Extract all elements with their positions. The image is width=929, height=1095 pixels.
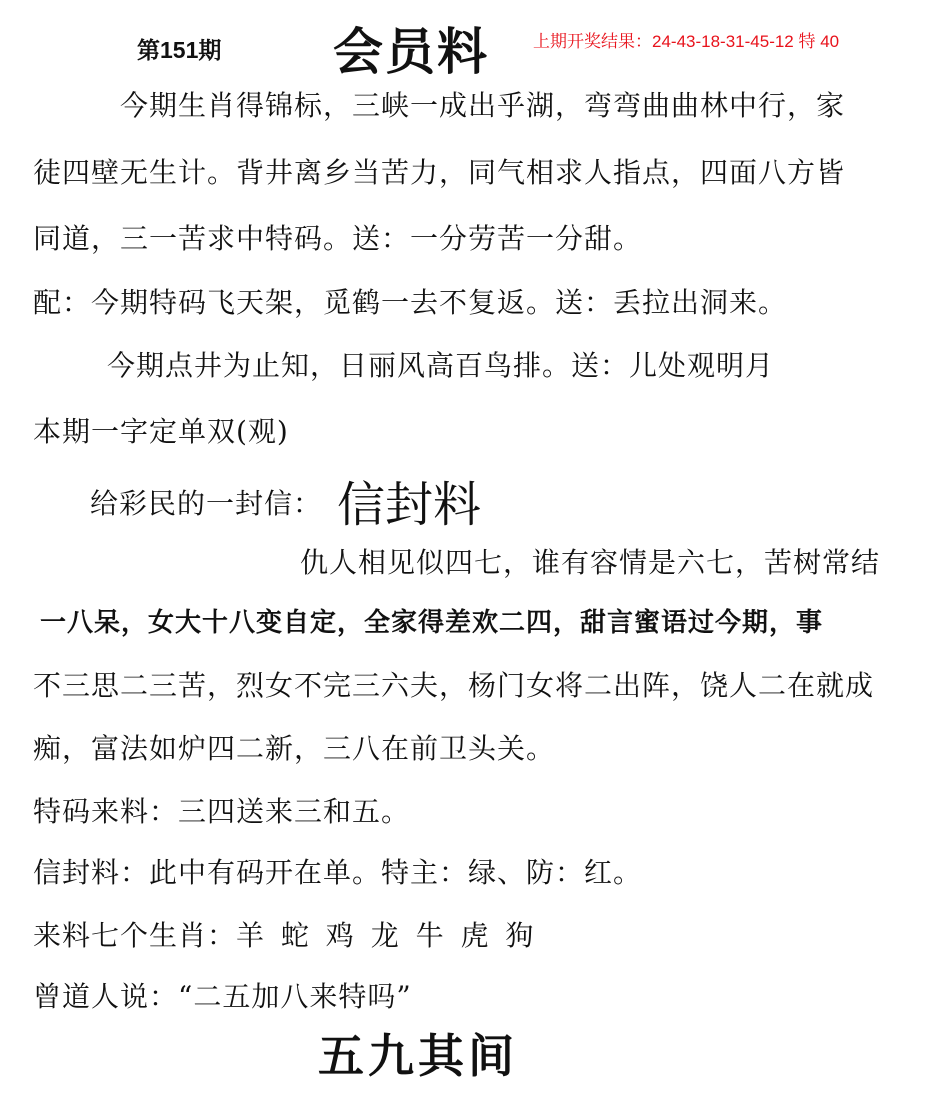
letter-intro: 给彩民的一封信：	[90, 487, 323, 520]
poem1-line-1: 今期生肖得锦标，三峡一成出乎湖，弯弯曲曲林中行，家	[120, 89, 846, 122]
letter-line-2: 一八呆，女大十八变自定，全家得差欢二四，甜言蜜语过今期，事	[40, 608, 824, 638]
last-result-banner: 上期开奖结果：24-43-18-31-45-12 特 40	[533, 32, 840, 51]
issue-number: 第151期	[137, 37, 222, 63]
pei-line: 配：今期特码飞天架，觅鹤一去不复返。送：丢拉出洞来。	[33, 286, 788, 319]
letter-material-line: 信封料：此中有码开在单。特主：绿、防：红。	[33, 856, 643, 889]
poem1-line-2: 徒四壁无生计。背井离乡当苦力，同气相求人指点，四面八方皆	[33, 156, 846, 189]
quote-line: 曾道人说：“二五加八来特吗”	[33, 980, 412, 1013]
letter-title: 信封料	[337, 477, 482, 533]
page-title: 会员料	[333, 22, 489, 81]
letter-line-4: 痴，富法如炉四二新，三八在前卫头关。	[33, 732, 556, 765]
letter-line-3: 不三思二三苦，烈女不完三六夫，杨门女将二出阵，饶人二在就成	[33, 669, 875, 702]
poem2-line: 今期点井为止知，日丽风高百鸟排。送：儿处观明月	[107, 349, 775, 382]
letter-line-1: 仇人相见似四七，谁有容情是六七，苦树常结	[300, 546, 881, 579]
single-double-line: 本期一字定单双(观)	[33, 415, 289, 448]
footer-title: 五九其间	[318, 1029, 518, 1083]
seven-zodiac-line: 来料七个生肖：羊 蛇 鸡 龙 牛 虎 狗	[33, 919, 535, 952]
special-source-line: 特码来料：三四送来三和五。	[33, 795, 411, 828]
poem1-line-3: 同道，三一苦求中特码。送：一分劳苦一分甜。	[33, 222, 643, 255]
